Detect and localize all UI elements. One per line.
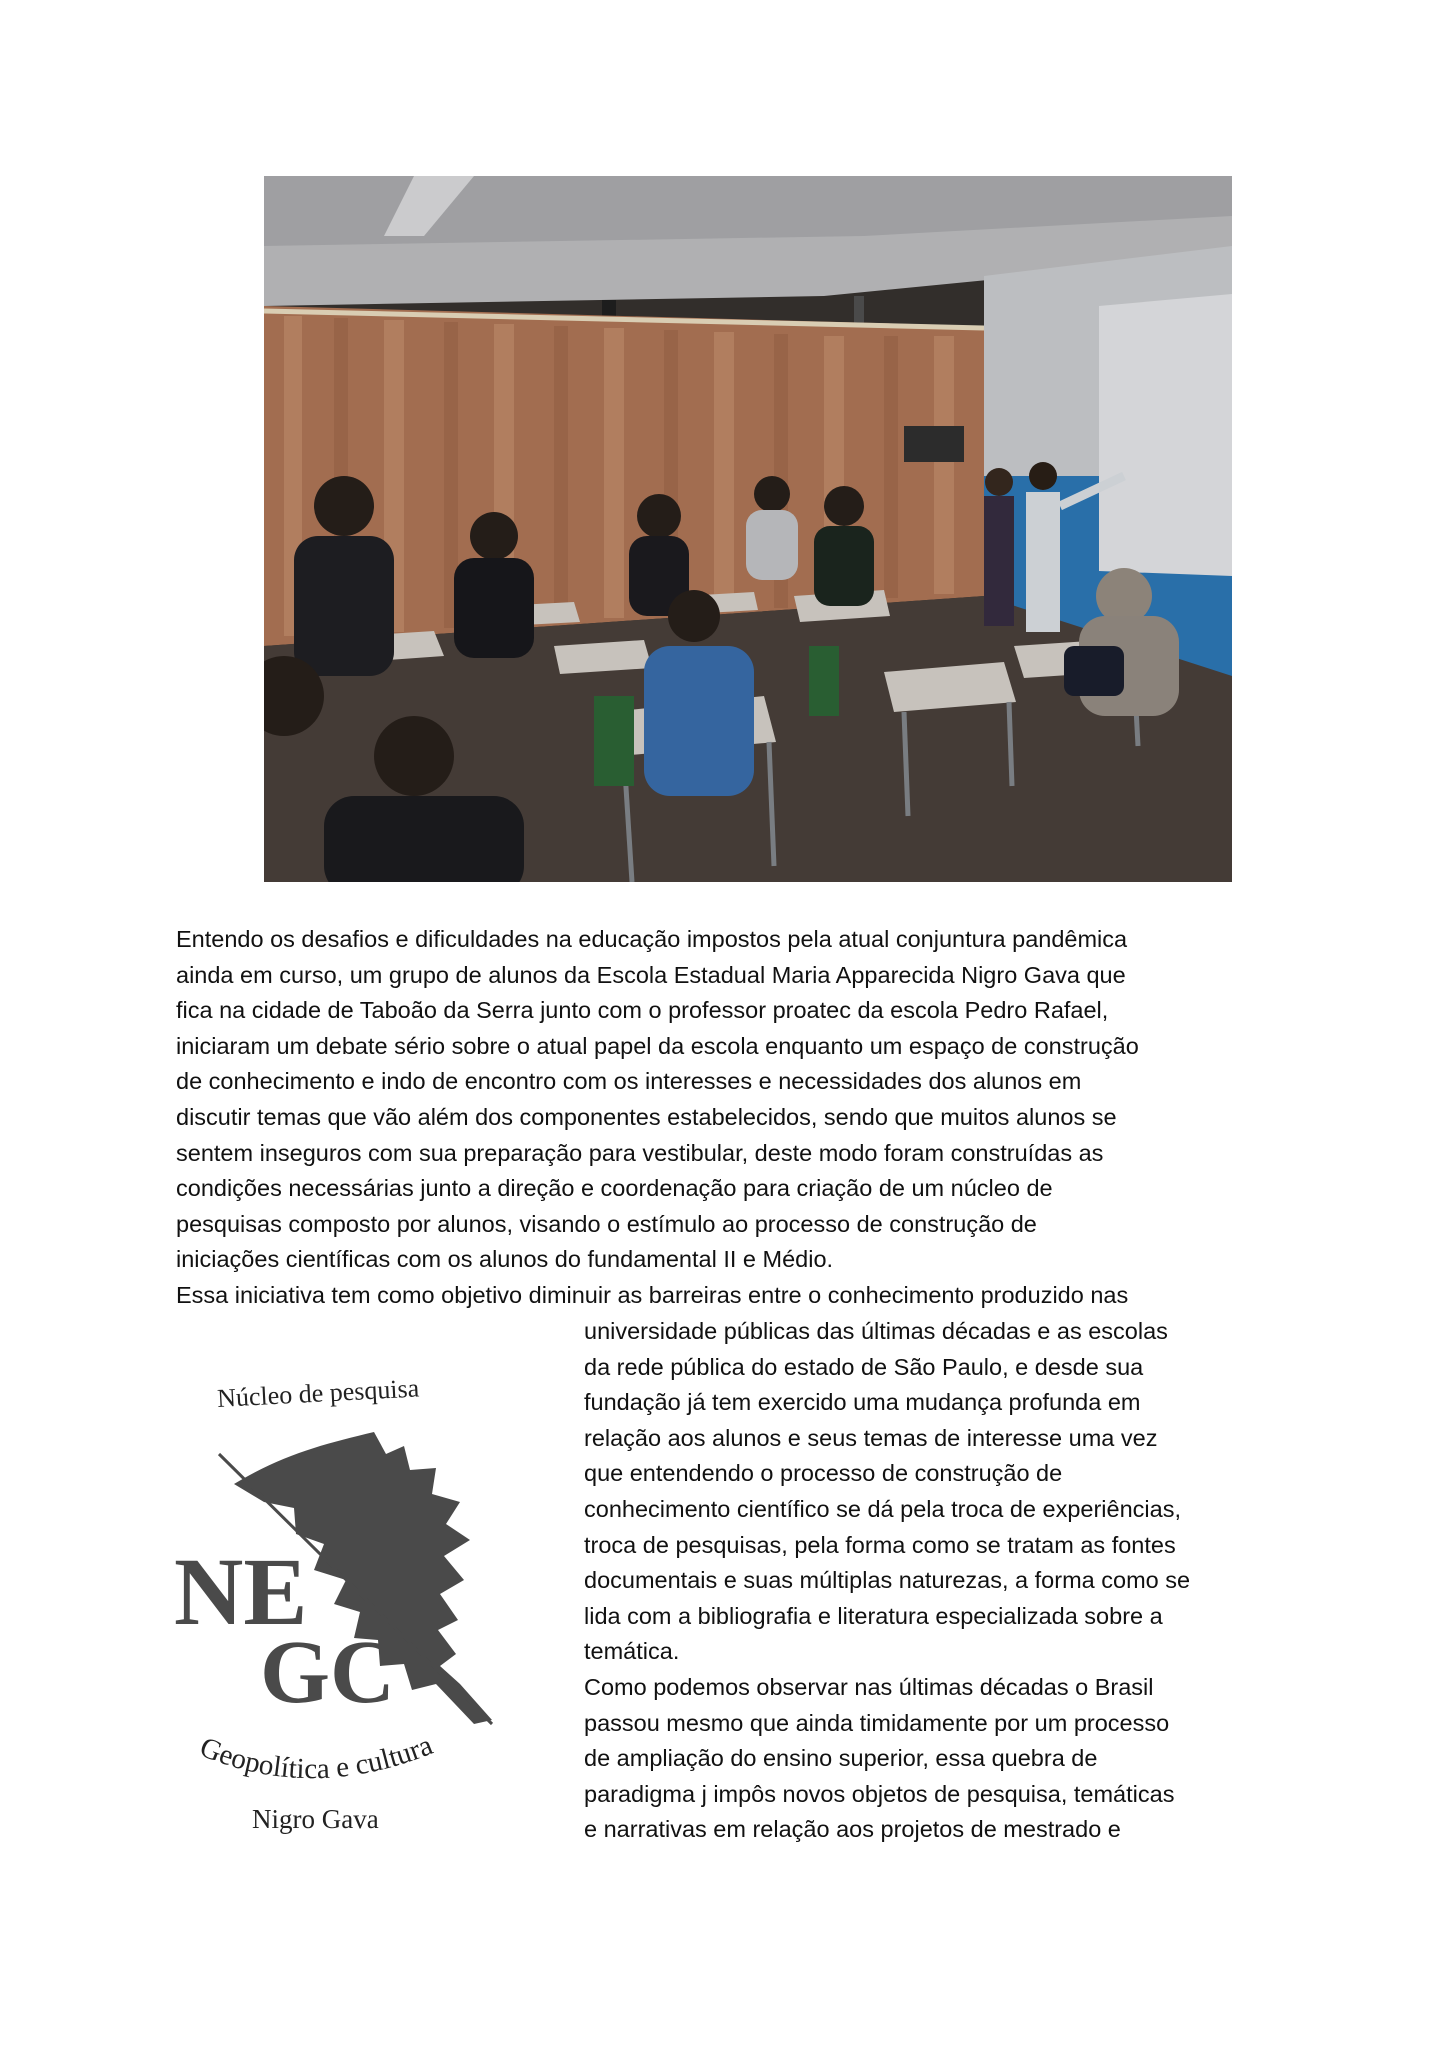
logo-top-text: Núcleo de pesquisa [216,1373,420,1414]
text-line: ainda em curso, um grupo de alunos da Escola Estadual Maria Apparecida Nigro Gava que [176,961,1126,988]
text-line: iniciaram um debate sério sobre o atual papel da escola enquanto um espaço de construção [176,1032,1139,1059]
column-paragraph [584,1314,1284,1848]
text-line: que entendendo o processo de construção de [584,1460,1063,1487]
negc-logo [174,1373,514,1844]
text-line: condições necessárias junto a direção e coordenação para criação de um núcleo de [176,1175,1053,1202]
logo-letters-bottom: GC [260,1623,395,1722]
text-line: lida com a bibliografia e literatura especializada sobre a [584,1602,1163,1629]
svg-text:Geopolítica e cultura [195,1729,437,1785]
text-line: pesquisas composto por alunos, visando o estímulo ao processo de construção de [176,1210,1037,1237]
text-line: fica na cidade de Taboão da Serra junto com o professor proatec da escola Pedro Rafael, [176,997,1109,1024]
text-line: universidade públicas das últimas décadas e as escolas [584,1318,1168,1344]
text-line: conhecimento científico se dá pela troca de experiências, [584,1495,1181,1522]
text-line: da rede pública do estado de São Paulo, e desde sua [584,1353,1144,1380]
text-line: de conhecimento e indo de encontro com os interesses e necessidades dos alunos em [176,1068,1082,1095]
text-line: e narrativas em relação aos projetos de mestrado e [584,1816,1121,1843]
logo-bottom-text: Nigro Gava [252,1804,379,1834]
classroom-photo [264,176,1232,882]
text-line: Como podemos observar nas últimas décadas o Brasil [584,1673,1154,1700]
text-line: fundação já tem exercido uma mudança profunda em [584,1389,1141,1416]
logo-arc-text: Geopolítica e cultura [195,1729,438,1786]
text-line: passou mesmo que ainda timidamente por um processo [584,1709,1170,1736]
text-line: de ampliação do ensino superior, essa quebra de [584,1745,1098,1772]
text-line: paradigma j impôs novos objetos de pesquisa, temáticas [584,1780,1175,1807]
text-line: Entendo os desafios e dificuldades na educação impostos pela atual conjuntura pandêmica [176,926,1128,952]
logo-letters-top: NE [174,1538,308,1645]
text-line: sentem inseguros com sua preparação para vestibular, deste modo foram construídas as [176,1139,1104,1166]
text-line: Essa iniciativa tem como objetivo diminuir as barreiras entre o conhecimento produzido nas [176,1281,1129,1308]
text-line: iniciações científicas com os alunos do fundamental II e Médio. [176,1246,834,1273]
text-line: temática. [584,1638,680,1665]
text-line: relação aos alunos e seus temas de interesse uma vez [584,1424,1158,1451]
intro-paragraph [176,922,1266,1314]
text-line: troca de pesquisas, pela forma como se tratam as fontes [584,1531,1176,1558]
text-line: documentais e suas múltiplas naturezas, a forma como se [584,1567,1191,1594]
text-line: discutir temas que vão além dos componentes estabelecidos, sendo que muitos alunos se [176,1103,1117,1130]
